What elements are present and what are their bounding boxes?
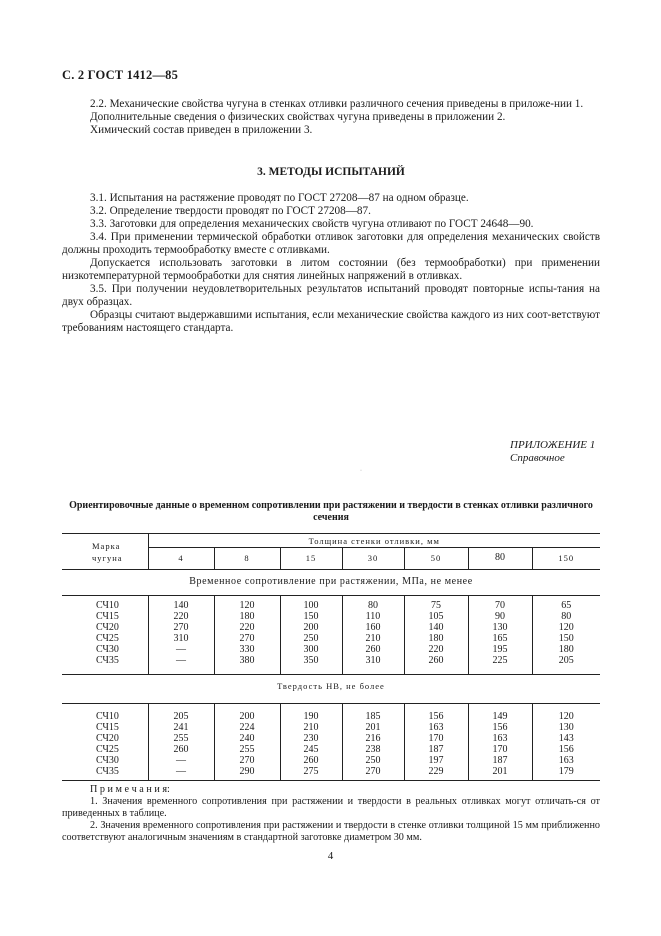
- section-block: [62, 192, 600, 335]
- grade-cell: СЧ25: [96, 744, 119, 755]
- value-cell: 120: [532, 704, 600, 723]
- value-cell: 216: [342, 733, 404, 744]
- value-cell: 220: [404, 644, 468, 655]
- value-cell: 165: [468, 633, 532, 644]
- value-cell: —: [148, 766, 214, 781]
- grade-cell: СЧ35: [96, 766, 119, 777]
- value-cell: 187: [468, 755, 532, 766]
- value-cell: 187: [404, 744, 468, 755]
- value-cell: —: [148, 755, 214, 766]
- scan-dot: ·: [360, 468, 362, 474]
- value-cell: 310: [148, 633, 214, 644]
- value-cell: 330: [214, 644, 280, 655]
- grade-cell: СЧ35: [96, 655, 119, 666]
- grade-cell: СЧ15: [96, 722, 119, 733]
- value-cell: 150: [532, 633, 600, 644]
- value-cell: 156: [404, 704, 468, 723]
- value-cell: 200: [214, 704, 280, 723]
- thickness-header: 30: [342, 548, 404, 570]
- value-cell: 229: [404, 766, 468, 781]
- value-cell: 270: [342, 766, 404, 781]
- table-title: Ориентировочные данные о временном сопротивлении при растяжении и твердости в стенках отливки различного сечения: [69, 500, 593, 523]
- paragraph: Допускается использовать заготовки в литом состоянии (без термообработки) при применении низкотемпературной термообработки для снятия линейных напряжений в отливках.: [62, 257, 600, 282]
- table-row: [62, 766, 600, 781]
- value-cell: 205: [148, 704, 214, 723]
- value-cell: 310: [342, 655, 404, 675]
- value-cell: 149: [468, 704, 532, 723]
- value-cell: 70: [468, 596, 532, 612]
- value-cell: —: [148, 655, 214, 675]
- grade-cell: СЧ20: [96, 622, 119, 633]
- thickness-header: 4: [148, 548, 214, 570]
- value-cell: 220: [214, 622, 280, 633]
- table-row: [62, 733, 600, 744]
- paragraph: 2.2. Механические свойства чугуна в стенках отливки различного сечения приведены в приложе-нии 1.: [90, 98, 584, 110]
- value-cell: 200: [280, 622, 342, 633]
- value-cell: 260: [342, 644, 404, 655]
- value-cell: 90: [468, 611, 532, 622]
- value-cell: 270: [214, 633, 280, 644]
- value-cell: 201: [342, 722, 404, 733]
- value-cell: 197: [404, 755, 468, 766]
- thickness-header: 15: [280, 548, 342, 570]
- paragraph: Дополнительные сведения о физических свойствах чугуна приведены в приложении 2.: [90, 111, 506, 123]
- thickness-header: 80: [468, 548, 532, 570]
- value-cell: 241: [148, 722, 214, 733]
- appendix-label: [510, 439, 595, 465]
- grade-header: Марка чугуна: [92, 540, 123, 563]
- value-cell: 270: [148, 622, 214, 633]
- value-cell: 201: [468, 766, 532, 781]
- properties-table: [62, 533, 600, 781]
- value-cell: 105: [404, 611, 468, 622]
- paragraph: 3.5. При получении неудовлетворительных результатов испытаний проводят повторные испы-тания на двух образцах.: [62, 283, 600, 308]
- paragraph: 3.2. Определение твердости проводят по ГОСТ 27208—87.: [90, 205, 371, 217]
- value-cell: 156: [532, 744, 600, 755]
- value-cell: 180: [214, 611, 280, 622]
- table-row: [62, 655, 600, 675]
- value-cell: 210: [280, 722, 342, 733]
- value-cell: 230: [280, 733, 342, 744]
- value-cell: 170: [404, 733, 468, 744]
- value-cell: 80: [342, 596, 404, 612]
- value-cell: 224: [214, 722, 280, 733]
- value-cell: 290: [214, 766, 280, 781]
- grade-cell: СЧ25: [96, 633, 119, 644]
- value-cell: 163: [468, 733, 532, 744]
- value-cell: 120: [532, 622, 600, 633]
- table-row: [62, 722, 600, 733]
- grade-cell: СЧ15: [96, 611, 119, 622]
- value-cell: 180: [532, 644, 600, 655]
- value-cell: 270: [214, 755, 280, 766]
- table-row: [62, 622, 600, 633]
- value-cell: 255: [148, 733, 214, 744]
- value-cell: 250: [280, 633, 342, 644]
- value-cell: 220: [148, 611, 214, 622]
- value-cell: 190: [280, 704, 342, 723]
- value-cell: 210: [342, 633, 404, 644]
- paragraph: 3.1. Испытания на растяжение проводят по ГОСТ 27208—87 на одном образце.: [90, 192, 469, 204]
- value-cell: 143: [532, 733, 600, 744]
- paragraph: Образцы считают выдержавшими испытания, если механические свойства каждого из них соот-ветствуют требованиям настоящего стандарта.: [62, 309, 600, 334]
- value-cell: 260: [404, 655, 468, 675]
- notes-block: [62, 784, 600, 844]
- grade-cell: СЧ30: [96, 644, 119, 655]
- page-number: 4: [327, 850, 334, 862]
- value-cell: 75: [404, 596, 468, 612]
- thickness-header: 50: [404, 548, 468, 570]
- grade-cell: СЧ30: [96, 755, 119, 766]
- thickness-header: 8: [214, 548, 280, 570]
- value-cell: 110: [342, 611, 404, 622]
- value-cell: 205: [532, 655, 600, 675]
- paragraph: 3.4. При применении термической обработки отливок заготовки для определения механических свойств должны проходить термообработку вместе с отливками.: [62, 231, 600, 256]
- value-cell: 185: [342, 704, 404, 723]
- grade-cell: СЧ20: [96, 733, 119, 744]
- intro-block: [62, 98, 600, 137]
- thickness-group-header: Толщина стенки отливки, мм: [148, 534, 600, 548]
- value-cell: 80: [532, 611, 600, 622]
- value-cell: 160: [342, 622, 404, 633]
- hardness-section-label: Твердость НВ, не более: [277, 681, 385, 691]
- table-row: [62, 596, 600, 612]
- value-cell: 180: [404, 633, 468, 644]
- notes-title: П р и м е ч а н и я:: [90, 784, 170, 795]
- value-cell: 245: [280, 744, 342, 755]
- value-cell: 195: [468, 644, 532, 655]
- paragraph: 3.3. Заготовки для определения механических свойств чугуна отливают по ГОСТ 24648—90.: [90, 218, 534, 230]
- value-cell: 156: [468, 722, 532, 733]
- value-cell: 140: [148, 596, 214, 612]
- value-cell: —: [148, 644, 214, 655]
- value-cell: 240: [214, 733, 280, 744]
- value-cell: 250: [342, 755, 404, 766]
- table-row: [62, 755, 600, 766]
- value-cell: 65: [532, 596, 600, 612]
- grade-cell: СЧ10: [96, 711, 119, 722]
- value-cell: 130: [532, 722, 600, 733]
- note-item: 1. Значения временного сопротивления при растяжении и твердости в реальных отливках могут отличать-ся от приведенных в таблице.: [62, 796, 600, 819]
- value-cell: 150: [280, 611, 342, 622]
- value-cell: 255: [214, 744, 280, 755]
- table-row: [62, 633, 600, 644]
- value-cell: 179: [532, 766, 600, 781]
- value-cell: 225: [468, 655, 532, 675]
- value-cell: 120: [214, 596, 280, 612]
- value-cell: 380: [214, 655, 280, 675]
- value-cell: 163: [404, 722, 468, 733]
- value-cell: 260: [148, 744, 214, 755]
- appendix-subtitle: Справочное: [510, 452, 565, 464]
- section-title: 3. МЕТОДЫ ИСПЫТАНИЙ: [257, 166, 405, 178]
- table-row: [62, 744, 600, 755]
- page-header: С. 2 ГОСТ 1412—85: [62, 68, 179, 82]
- value-cell: 140: [404, 622, 468, 633]
- value-cell: 130: [468, 622, 532, 633]
- table-row: [62, 611, 600, 622]
- value-cell: 100: [280, 596, 342, 612]
- table-row: [62, 644, 600, 655]
- tensile-section-label: Временное сопротивление при растяжении, МПа, не менее: [189, 576, 473, 587]
- value-cell: 275: [280, 766, 342, 781]
- value-cell: 170: [468, 744, 532, 755]
- value-cell: 163: [532, 755, 600, 766]
- appendix-title: ПРИЛОЖЕНИЕ 1: [510, 439, 596, 451]
- thickness-header: 150: [532, 548, 600, 570]
- table-row: [62, 704, 600, 723]
- value-cell: 238: [342, 744, 404, 755]
- value-cell: 260: [280, 755, 342, 766]
- value-cell: 300: [280, 644, 342, 655]
- grade-cell: СЧ10: [96, 600, 119, 611]
- value-cell: 350: [280, 655, 342, 675]
- note-item: 2. Значения временного сопротивления при растяжении и твердости в стенке отливки толщиной 15 мм приближенно соответствуют аналогичным значениям в стандартной заготовке диаметром 30 мм.: [62, 820, 600, 843]
- paragraph: Химический состав приведен в приложении 3.: [90, 124, 313, 136]
